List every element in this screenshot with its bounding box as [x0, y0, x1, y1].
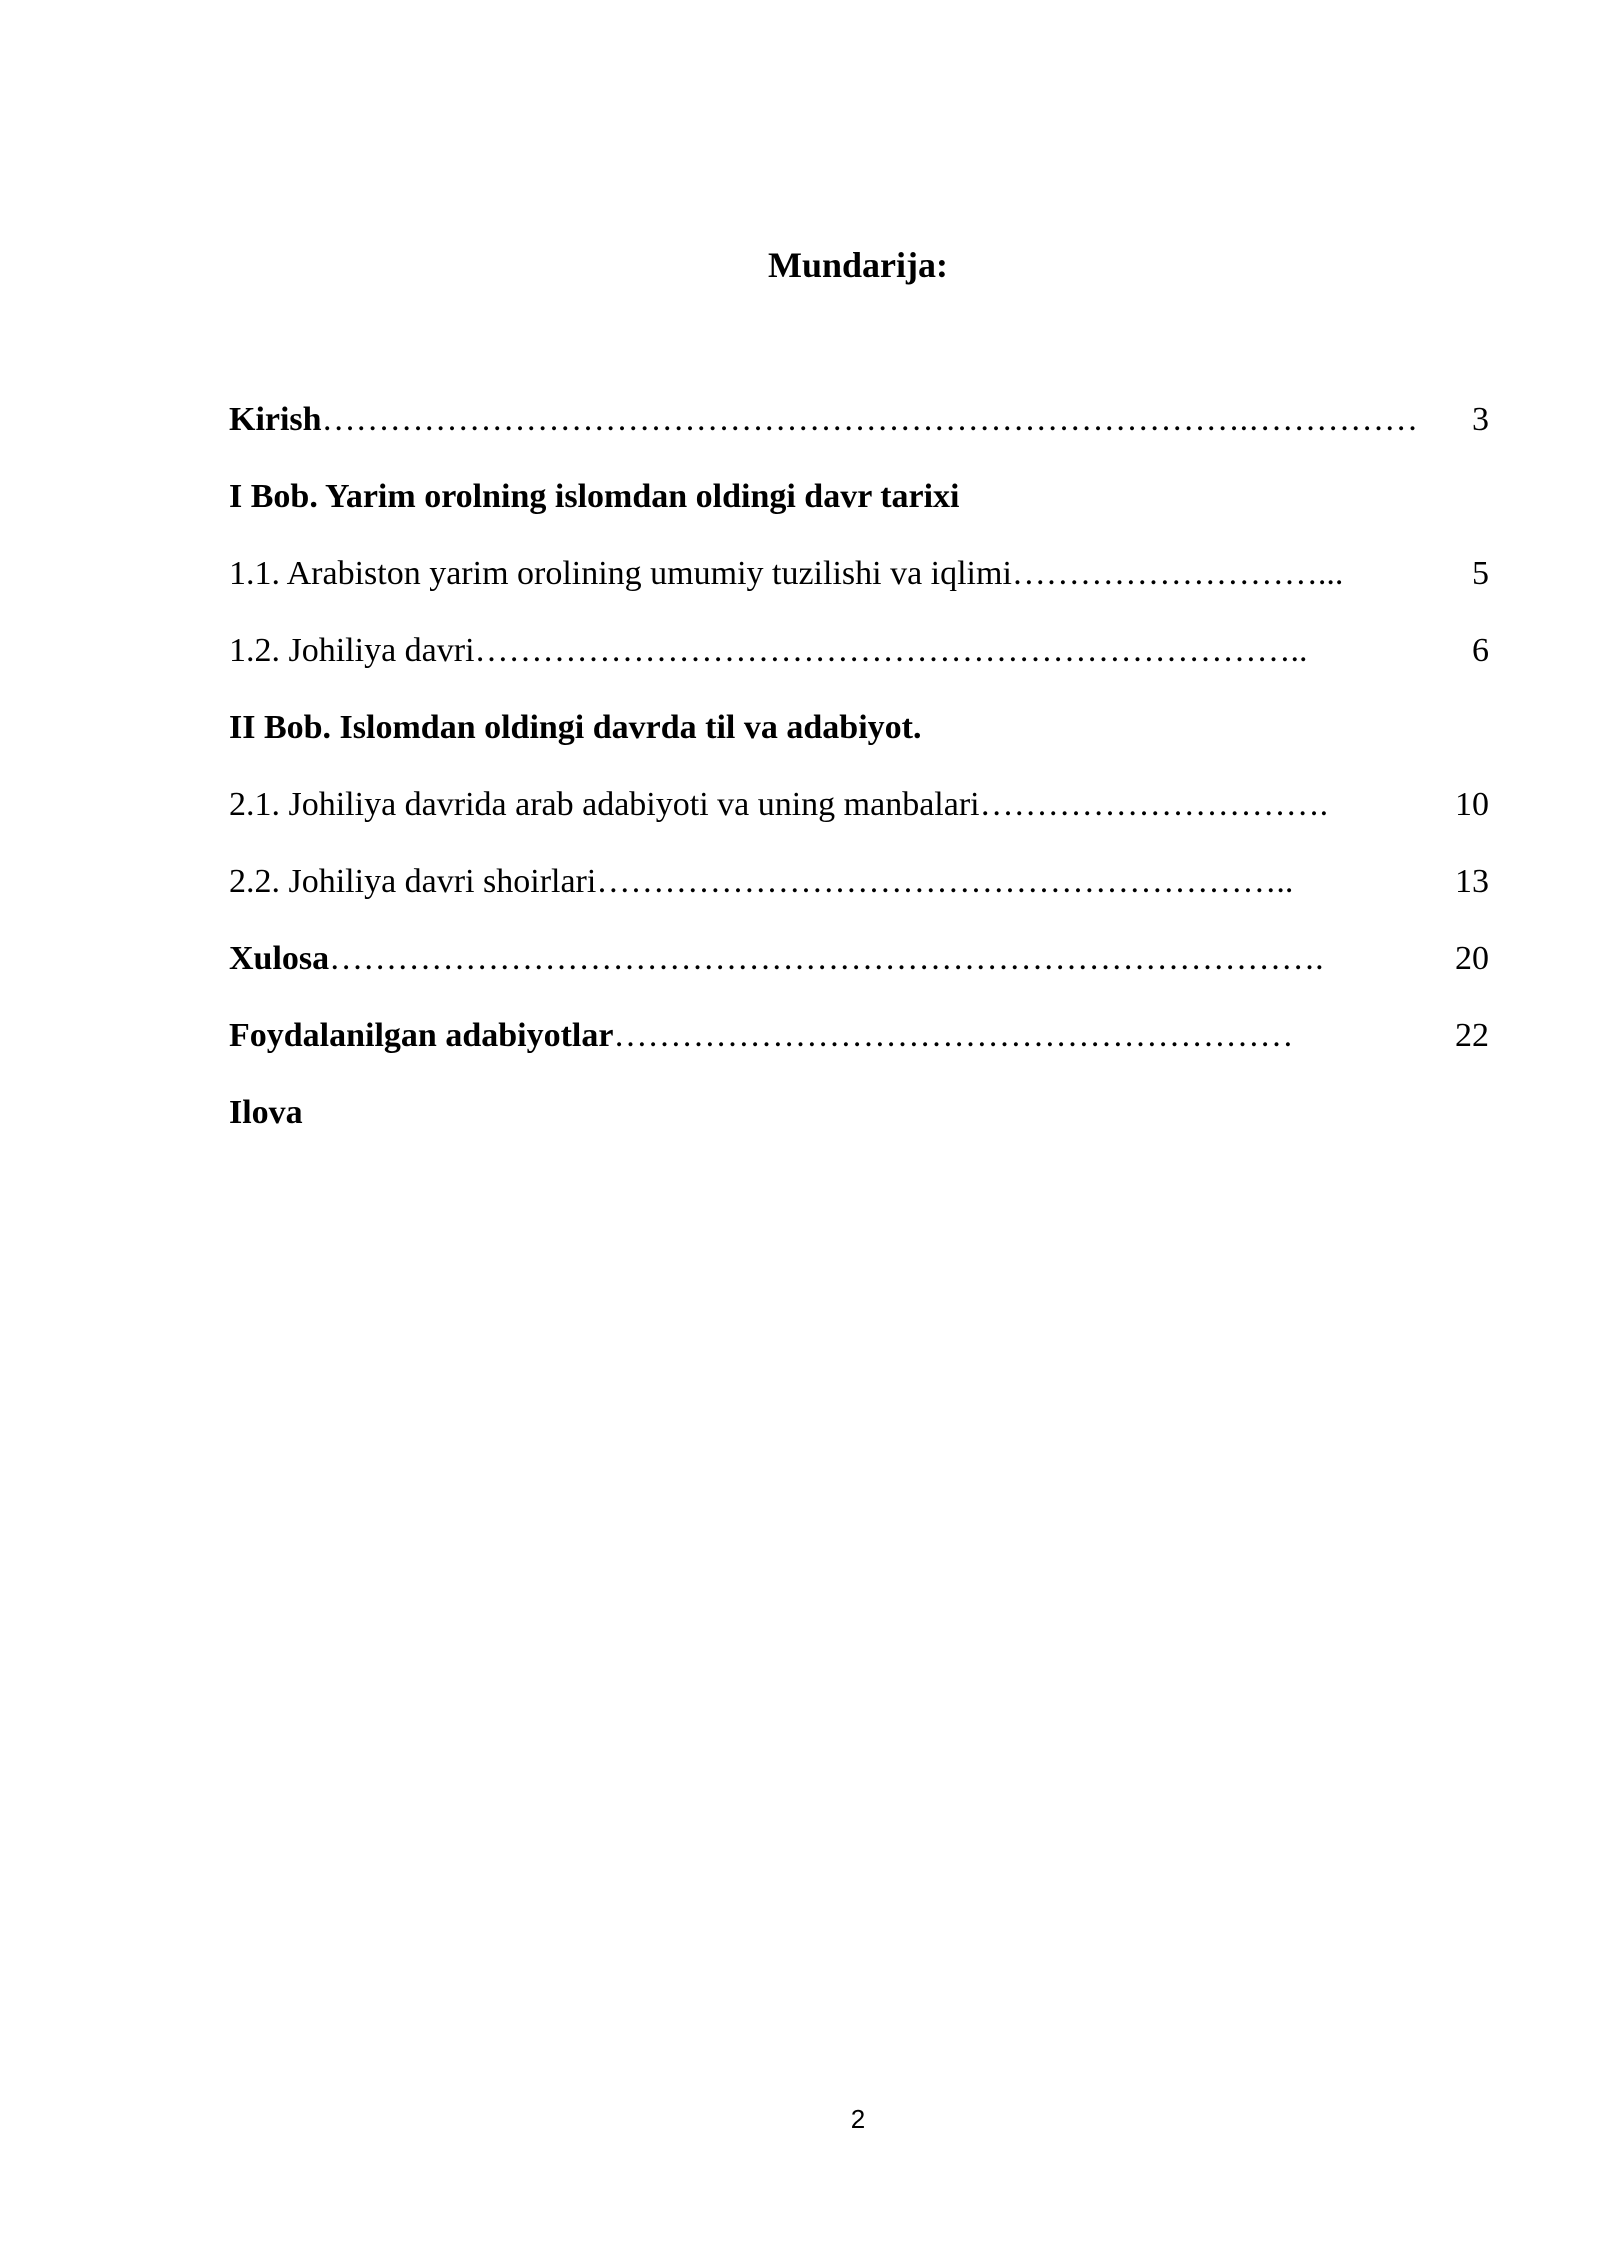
toc-entry-section-2-2 [229, 859, 1489, 936]
toc-entry-page: 5 [1472, 555, 1489, 592]
toc-entry-title: 1.2. Johiliya davri [229, 632, 475, 669]
toc-entry-page: 3 [1472, 401, 1489, 438]
toc-entry-ilova [229, 1090, 1489, 1167]
toc-entry-leader: ………………………... [1011, 555, 1344, 592]
toc-entry-adabiyotlar [229, 1013, 1489, 1090]
toc-entry-leader: ……………………………………………………………………………. [329, 940, 1324, 977]
toc-entry-page: 20 [1455, 940, 1489, 977]
toc-entry-title: 2.1. Johiliya davrida arab adabiyoti va uning manbalari [229, 786, 980, 823]
toc-entry-page: 6 [1472, 632, 1489, 669]
toc-entry-section-1-2 [229, 628, 1489, 705]
page-number: 2 [850, 2104, 866, 2134]
toc-entry-section-2-1 [229, 782, 1489, 859]
toc-entry-page: 10 [1455, 786, 1489, 823]
toc-entry-page: 22 [1455, 1017, 1489, 1054]
toc-entry-title: Kirish [229, 401, 322, 438]
toc-entry-title: 1.1. Arabiston yarim orolining umumiy tuzilishi va iqlimi [229, 555, 1012, 592]
toc-entry-leader [921, 705, 1489, 782]
toc-entry-kirish [229, 397, 1489, 474]
toc-entry-chapter-2 [229, 705, 1489, 782]
page-title: Mundarija: [768, 245, 948, 285]
toc-entry-leader: …………………………………………………… [613, 1017, 1294, 1054]
toc-entry-title: Ilova [229, 1094, 303, 1131]
toc-entry-leader: …………………………. [979, 786, 1329, 823]
toc-entry-leader: ……………………………………………………………….. [474, 632, 1308, 669]
toc-entry-xulosa [229, 936, 1489, 1013]
toc-entry-title: Xulosa [229, 940, 330, 977]
toc-entry-chapter-1 [229, 474, 1489, 551]
toc-entry-page: 13 [1455, 863, 1489, 900]
toc-entry-leader [960, 474, 1489, 551]
toc-entry-leader [303, 1090, 1489, 1167]
toc-entry-title: II Bob. Islomdan oldingi davrda til va adabiyot. [229, 709, 922, 746]
toc-entry-leader: …………………………………………………….. [596, 863, 1294, 900]
toc-entry-title: Foydalanilgan adabiyotlar [229, 1017, 614, 1054]
toc-entry-title: I Bob. Yarim orolning islomdan oldingi davr tarixi [229, 478, 960, 515]
toc-entry-section-1-1 [229, 551, 1489, 628]
table-of-contents [229, 397, 1489, 1167]
toc-entry-title: 2.2. Johiliya davri shoirlari [229, 863, 597, 900]
toc-entry-leader: ……………………………………………………………………….…………… [321, 401, 1419, 438]
